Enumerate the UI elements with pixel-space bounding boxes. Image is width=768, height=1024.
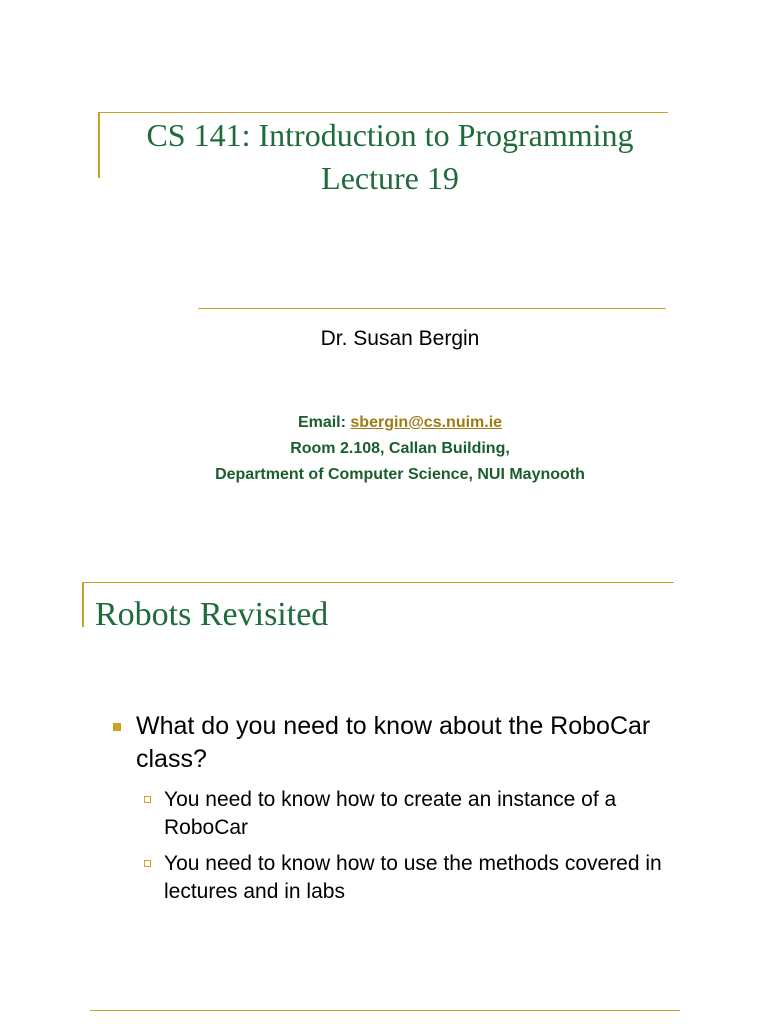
author-name: Dr. Susan Bergin — [320, 327, 480, 350]
square-bullet-icon — [113, 723, 121, 731]
title-top-rule — [100, 112, 668, 113]
title-divider — [198, 308, 666, 309]
sub-bullet-text: You need to know how to use the methods covered in lectures and in labs — [164, 852, 662, 903]
slide2-left-rule — [82, 582, 84, 627]
email-line — [150, 410, 650, 436]
email-link[interactable]: sbergin@cs.nuim.ie — [350, 414, 503, 431]
email-label: Email: — [297, 414, 346, 431]
sub-list-item — [136, 850, 680, 906]
contact-block — [150, 410, 650, 488]
title-left-rule — [98, 112, 100, 178]
hollow-square-bullet-icon — [144, 796, 151, 803]
sub-bullet-text: You need to know how to create an instance of a RoboCar — [164, 788, 617, 839]
lecture-title — [110, 114, 670, 200]
department-line: Department of Computer Science, NUI Maynooth — [215, 466, 585, 483]
bullet-text: What do you need to know about the RoboCar class? — [136, 712, 651, 773]
slide2-top-rule — [84, 582, 674, 583]
bullet-list — [110, 710, 680, 906]
slide2-title: Robots Revisited — [95, 596, 329, 633]
sub-list-item — [136, 786, 680, 842]
course-title: CS 141: Introduction to Programming — [146, 117, 634, 153]
hollow-square-bullet-icon — [144, 860, 151, 867]
room-line: Room 2.108, Callan Building, — [290, 440, 510, 457]
list-item — [110, 710, 680, 776]
lecture-number: Lecture 19 — [321, 160, 459, 196]
slide2-bottom-rule — [90, 1010, 680, 1011]
